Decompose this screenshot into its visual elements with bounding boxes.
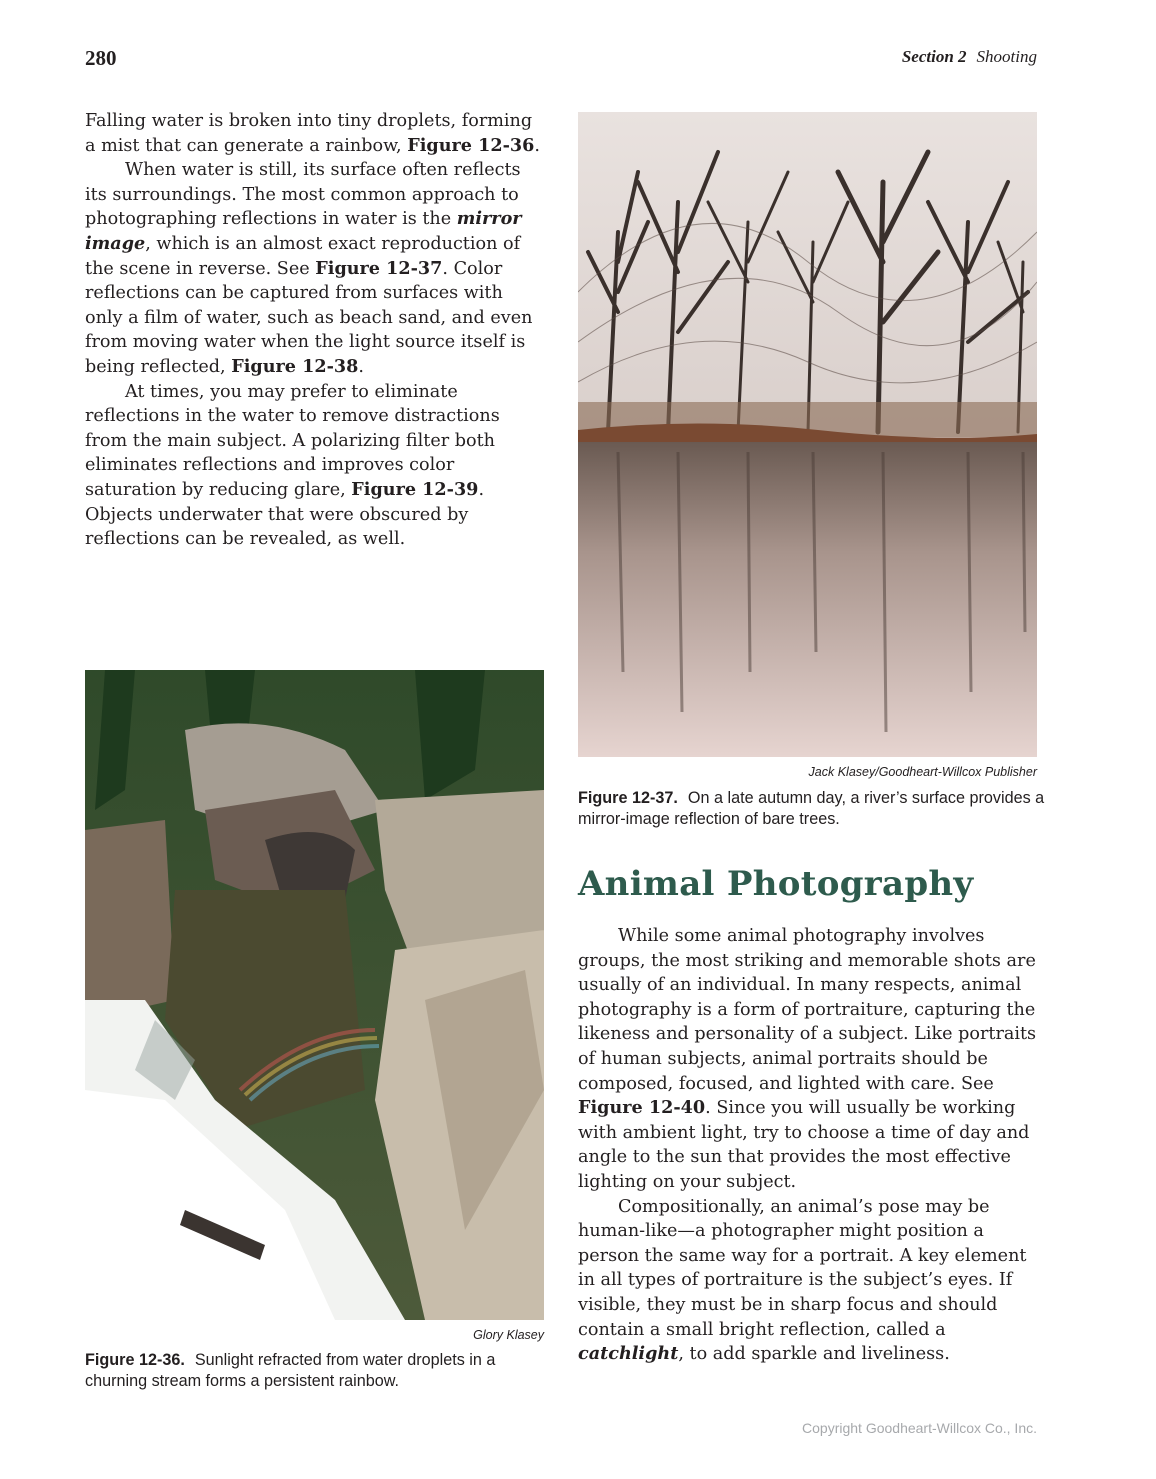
copyright-notice: Copyright Goodheart-Willcox Co., Inc. xyxy=(802,1420,1037,1436)
text-run: , which is an almost exact reproduction of the scene in reverse. See xyxy=(85,233,521,279)
right-column-text xyxy=(578,924,1038,1367)
running-head xyxy=(902,47,1037,67)
section-heading: Animal Photography xyxy=(578,864,974,904)
photo-river-reflection xyxy=(578,112,1037,757)
text-run: At times, you may prefer to eliminate reflections in the water to remove distractions from the main subject. A polarizing filter both eliminates reflections and improves color saturation by reducing glare, xyxy=(85,381,500,500)
photo-credit-12-37: Jack Klasey/Goodheart-Willcox Publisher xyxy=(808,765,1037,779)
figure-caption-12-36 xyxy=(85,1350,555,1392)
left-column-text xyxy=(85,109,545,552)
paragraph-eliminate-reflections xyxy=(85,380,545,552)
figure-reference: Figure 12-40 xyxy=(578,1097,706,1119)
caption-text: Sunlight refracted from water droplets in a churning stream forms a persistent rainbow. xyxy=(85,1351,496,1390)
running-head-chapter: Shooting xyxy=(976,47,1037,66)
text-run: . Color reflections can be captured from surfaces with only a film of water, such as beach sand, and even from moving water when the light source itself is being reflected, xyxy=(85,258,533,377)
paragraph-composition xyxy=(578,1195,1038,1367)
figure-reference: Figure 12-36 xyxy=(407,134,535,156)
photo-waterfall-rainbow xyxy=(85,670,544,1320)
paragraph-still-water xyxy=(85,158,545,379)
paragraph-falling-water xyxy=(85,109,545,158)
text-run: Compositionally, an animal’s pose may be human-like—a photographer might position a person the same way for a portrait. A key element in all types of portraiture is the subject’s eyes. If visible, they must be in sharp focus and should contain a small bright reflection, called a xyxy=(578,1196,1027,1340)
running-head-section: Section 2 xyxy=(901,47,967,66)
figure-reference: Figure 12-37 xyxy=(315,257,443,279)
figure-label: Figure 12-37. xyxy=(578,789,678,807)
figure-reference: Figure 12-38 xyxy=(231,355,359,377)
photo-credit-12-36: Glory Klasey xyxy=(473,1328,544,1342)
text-run: , to add sparkle and liveliness. xyxy=(678,1344,950,1365)
page-number: 280 xyxy=(85,46,117,70)
text-run: When water is still, its surface often reflects its surroundings. The most common approach to photographing reflections in water is the xyxy=(85,160,521,230)
figure-caption-12-37 xyxy=(578,788,1048,830)
text-run: . Objects underwater that were obscured by reflections can be revealed, as well. xyxy=(85,479,485,550)
text-run: . xyxy=(534,135,540,156)
key-term: catchlight xyxy=(578,1343,679,1365)
key-term: mirror image xyxy=(85,208,522,254)
text-run: While some animal photography involves groups, the most striking and memorable shots are usually of an individual. In many respects, animal photography is a form of portraiture, capturing the likeness and personality of a subject. Like portraits of human subjects, animal portraits should be composed, focused, and lighted with care. See xyxy=(578,926,1037,1094)
caption-text: On a late autumn day, a river’s surface provides a mirror-image reflection of bare trees. xyxy=(578,789,1045,828)
text-run: . Since you will usually be working with ambient light, try to choose a time of day and angle to the sun that provides the most effective lighting on your subject. xyxy=(578,1098,1030,1192)
text-run: . xyxy=(358,356,364,377)
text-run: Falling water is broken into tiny droplets, forming a mist that can generate a rainbow, xyxy=(85,111,533,156)
figure-reference: Figure 12-39 xyxy=(351,478,479,500)
figure-label: Figure 12-36. xyxy=(85,1351,185,1369)
paragraph-animal-intro xyxy=(578,924,1038,1195)
